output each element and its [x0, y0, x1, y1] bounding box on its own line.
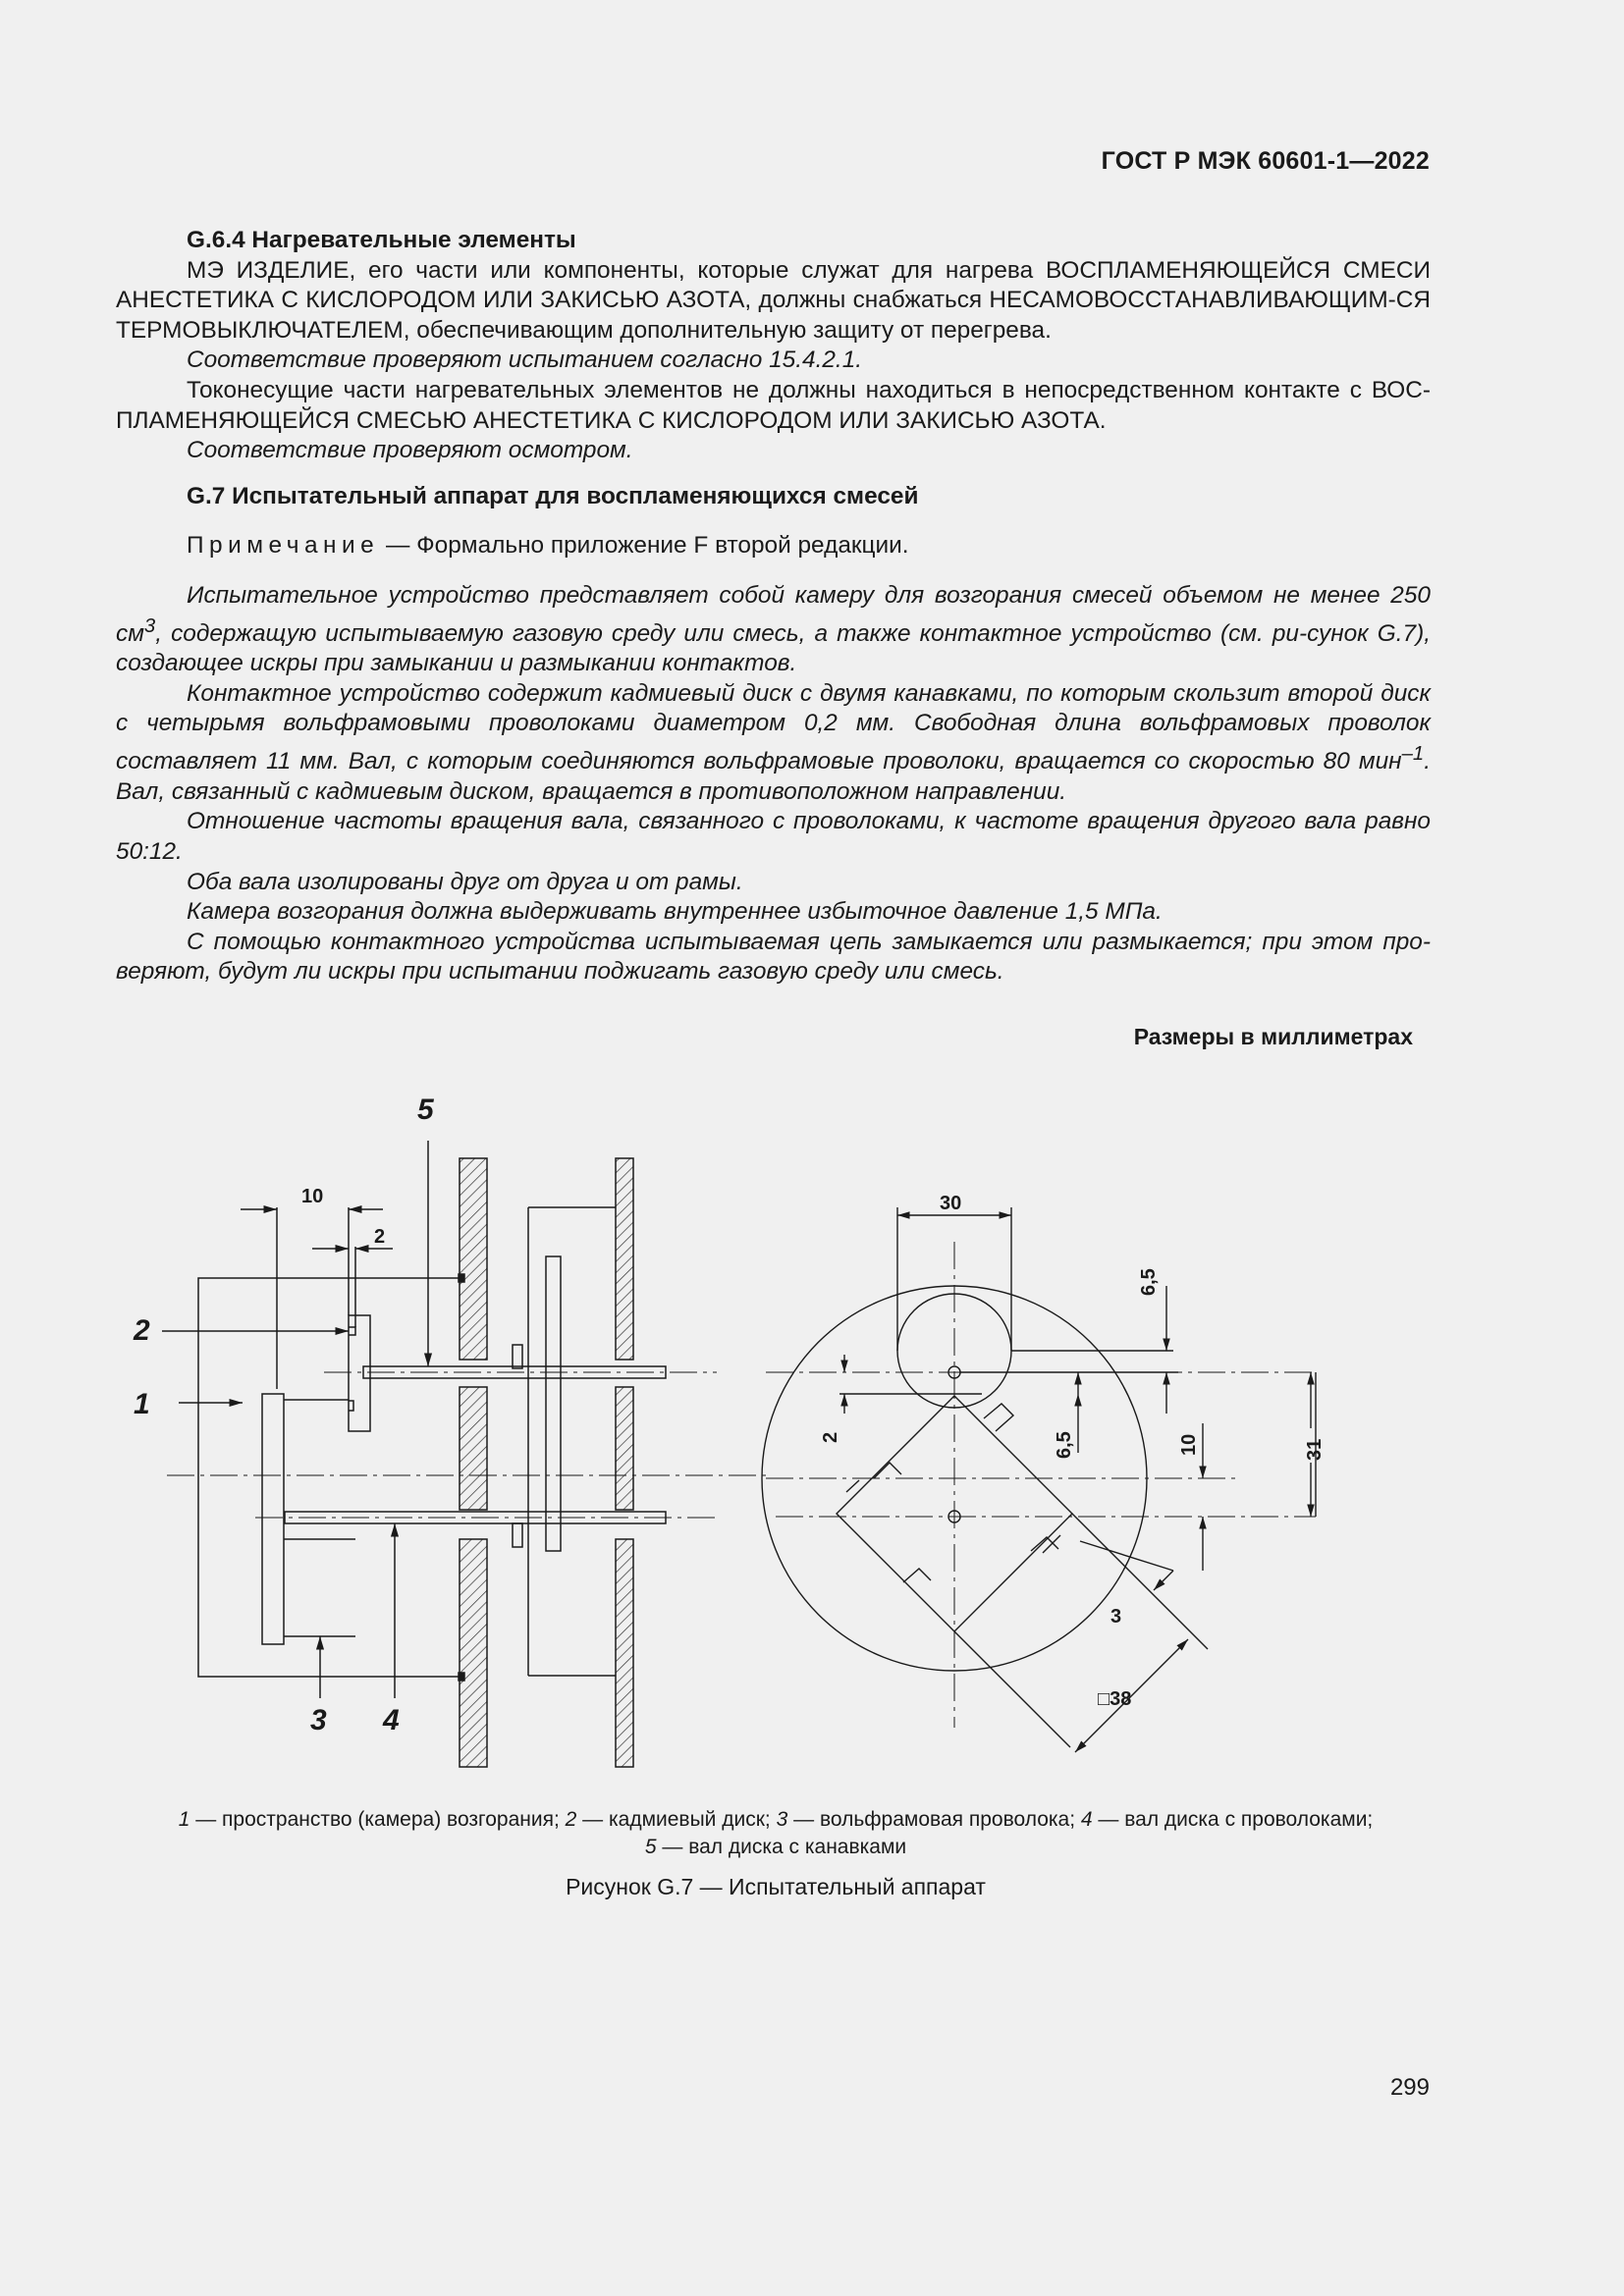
legend-text: — пространство (камера) возгорания;: [189, 1808, 566, 1831]
dim-31: 31: [1304, 1438, 1326, 1461]
section-title-g64: G.6.4 Нагревательные элементы: [187, 227, 576, 253]
legend-num: 4: [1080, 1808, 1093, 1831]
paragraph: Токонесущие части нагревательных элементов не должны находиться в непосредственном контакте с ВОС-ПЛАМЕНЯЮЩЕЙСЯ СМЕСЬЮ АНЕСТЕТИКА С КИСЛОРОДОМ ИЛИ ЗАКИСЬЮ АЗОТА.: [116, 376, 1431, 434]
dim-38: □38: [1098, 1688, 1132, 1710]
figure-legend: [108, 1806, 1443, 1861]
side-view: [162, 1141, 766, 1767]
legend-num: 1: [178, 1808, 190, 1831]
bearing: [513, 1345, 522, 1368]
note-label: Примечание: [187, 532, 380, 560]
dim-6-5-mid: 6,5: [1054, 1431, 1075, 1459]
paragraph: Соответствие проверяют осмотром.: [187, 437, 633, 464]
page-number: 299: [1389, 2074, 1430, 2101]
paragraph: [116, 679, 1431, 808]
frame-wall: [616, 1539, 633, 1767]
standard-header: ГОСТ Р МЭК 60601-1—2022: [1101, 147, 1430, 175]
dim-6-5-top: 6,5: [1138, 1268, 1160, 1296]
legend-text: — вал диска с канавками: [656, 1836, 907, 1858]
note-text: — Формально приложение F второй редакции.: [379, 532, 909, 560]
note: [116, 531, 1431, 561]
legend-text: — кадмиевый диск;: [576, 1808, 777, 1831]
paragraph: Оба вала изолированы друг от друга и от рамы.: [187, 868, 743, 895]
paragraph: МЭ ИЗДЕЛИЕ, его части или компоненты, которые служат для нагрева ВОСПЛАМЕНЯЮЩЕЙСЯ СМЕСИ АНЕСТЕТИКА С КИСЛОРОДОМ ИЛИ ЗАКИСЬЮ АЗОТА, должны снабжаться НЕСАМОВОССТАНАВЛИВАЮЩИМ-СЯ ТЕРМОВЫКЛЮЧАТЕЛЕМ, обеспечивающим дополнительную защиту от перегрева.: [116, 256, 1431, 344]
superscript: 3: [143, 614, 156, 637]
paragraph: Камера возгорания должна выдерживать внутреннее избыточное давление 1,5 МПа.: [187, 898, 1163, 926]
legend-text: — вольфрамовая проволока;: [787, 1808, 1081, 1831]
legend-num: 2: [565, 1808, 577, 1831]
frame-wall: [460, 1158, 487, 1360]
legend-num: 3: [776, 1808, 788, 1831]
body-text: [116, 226, 1431, 988]
callout-2: 2: [134, 1314, 150, 1347]
superscript: –1: [1401, 743, 1425, 766]
frame-wall: [616, 1387, 633, 1510]
legend-num: 5: [644, 1836, 657, 1858]
paragraph-text: . Вал, связанный с кадмиевым диском, вращается в противоположном направлении.: [116, 748, 1431, 805]
frame-wall: [460, 1387, 487, 1510]
dim-2-front: 2: [820, 1431, 841, 1443]
legend-text: — вал диска с проволоками;: [1092, 1808, 1374, 1831]
figure-g7: [0, 1060, 1624, 1806]
technical-drawing: [0, 1060, 1624, 1806]
callout-4: 4: [383, 1704, 400, 1736]
dim-30: 30: [940, 1193, 962, 1214]
paragraph: [116, 581, 1431, 679]
figure-caption: Рисунок G.7 — Испытательный аппарат: [566, 1874, 986, 1899]
cadmium-disc: [349, 1315, 370, 1431]
dim-3: 3: [1110, 1606, 1122, 1628]
paragraph-text: Контактное устройство содержит кадмиевый диск с двумя канавками, по которым скользит второй диск с четырьмя вольфрамовыми проволоками диаметром 0,2 мм. Свободная длина вольфрамовых проволок составляет 11 мм. Вал, с которым соединяются вольфрамовые проволоки, вращается со скоростью 80 мин: [116, 679, 1431, 775]
frame-wall: [460, 1539, 487, 1767]
front-view: [762, 1207, 1316, 1752]
dim-10: 10: [301, 1186, 324, 1207]
paragraph-text: , содержащую испытываемую газовую среду или смесь, а также контактное устройство (см. ри-сунок G.7), создающее искры при замыкании и размыкании контактов.: [116, 619, 1431, 677]
paragraph: Отношение частоты вращения вала, связанного с проволоками, к частоте вращения другого вала равно 50:12.: [116, 808, 1431, 865]
section-title-g7: G.7 Испытательный аппарат для воспламеняющихся смесей: [187, 482, 919, 509]
dimensions-note: Размеры в миллиметрах: [1133, 1024, 1413, 1049]
bearing: [513, 1523, 522, 1547]
callout-1: 1: [134, 1388, 150, 1420]
callout-5: 5: [417, 1094, 434, 1126]
callout-3: 3: [310, 1704, 327, 1736]
wire-disc: [262, 1394, 284, 1644]
paragraph-text: Испытательное устройство представляет собой камеру для возгорания смесей объемом не менее 250 см: [116, 581, 1431, 647]
frame-wall: [616, 1158, 633, 1360]
gear-disc: [546, 1256, 561, 1551]
paragraph: Соответствие проверяют испытанием согласно 15.4.2.1.: [187, 347, 863, 374]
dim-10-front: 10: [1178, 1433, 1200, 1456]
paragraph: С помощью контактного устройства испытываемая цепь замыкается или размыкается; при этом про-веряют, будут ли искры при испытании поджигать газовую среду или смесь.: [116, 928, 1431, 986]
dim-2: 2: [374, 1226, 386, 1248]
